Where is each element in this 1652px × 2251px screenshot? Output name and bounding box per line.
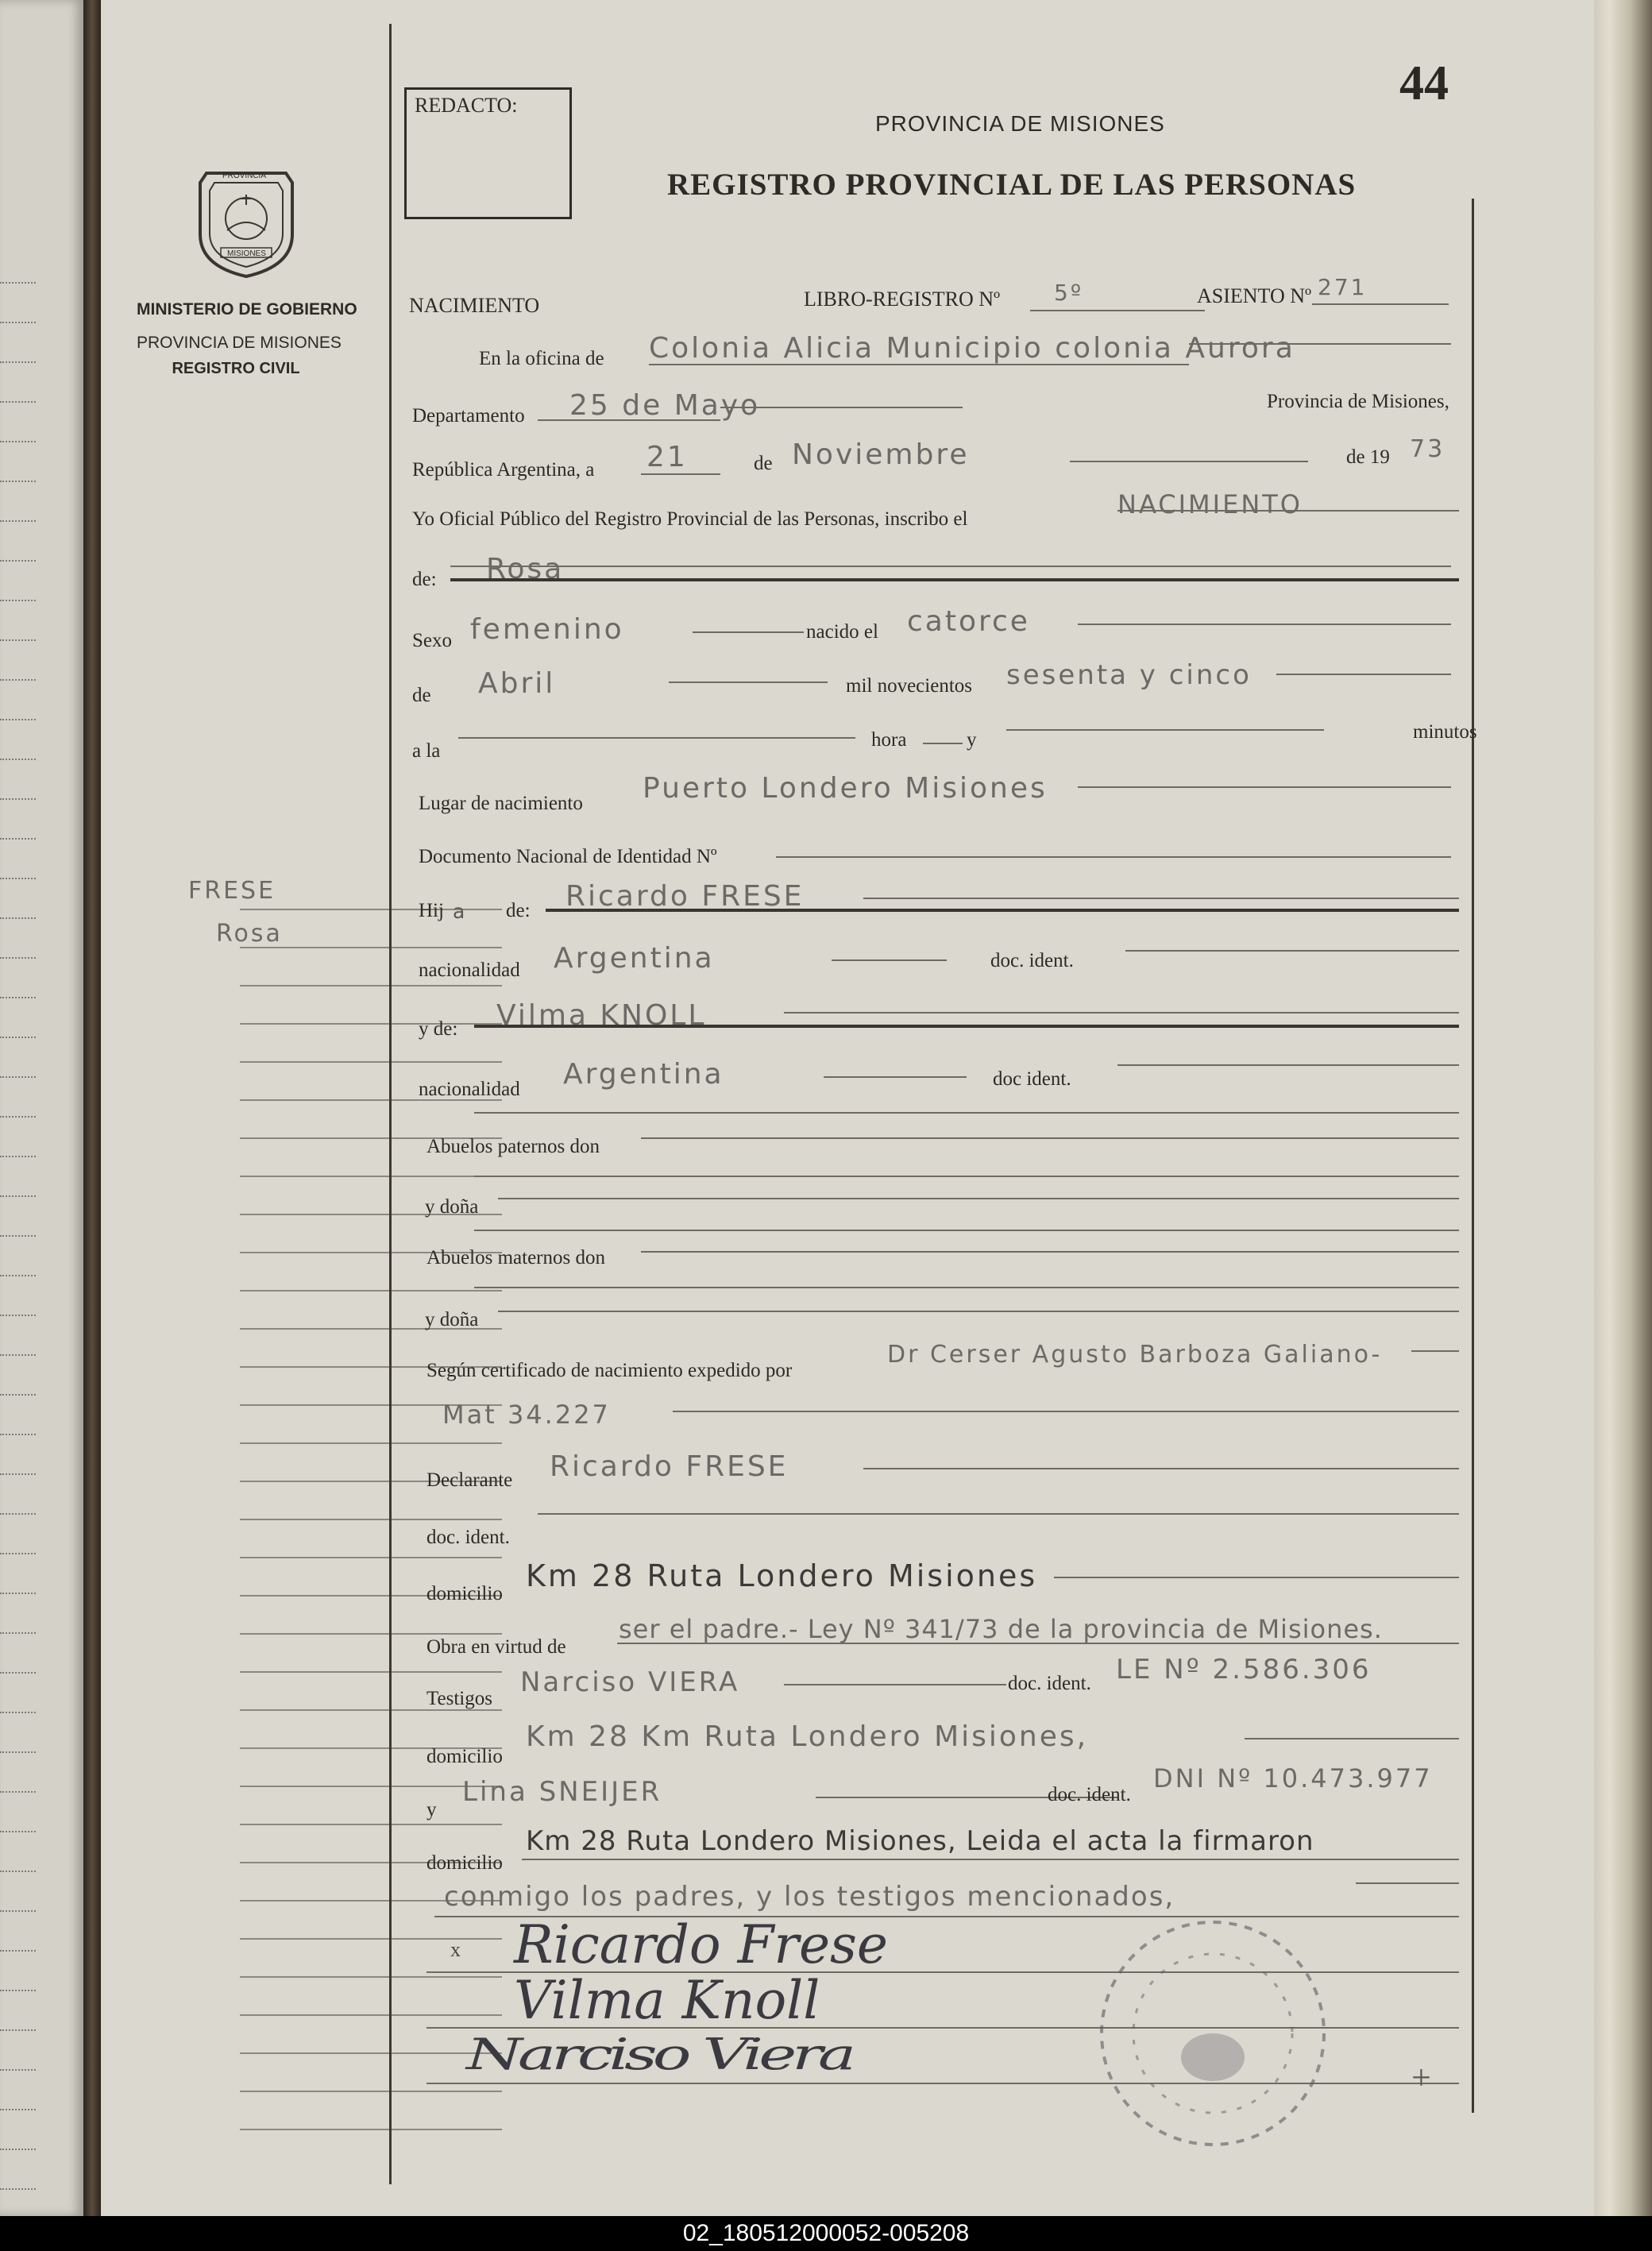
left-page-dotted-line [0,1672,36,1674]
y-dona-label: y doña [425,1196,479,1218]
left-page-dotted-line [0,838,36,840]
left-page-dotted-line [0,679,36,681]
left-page-dotted-line [0,1037,36,1038]
y2-label: y [427,1799,437,1820]
doc-ident-label: doc. ident. [990,950,1074,971]
signature-mother: Vilma Knoll [514,1970,820,2031]
margin-line [240,2014,502,2016]
fill-line [1189,343,1451,345]
left-page-dotted-line [0,481,36,482]
name-underline [450,578,1459,581]
left-page-dotted-line [0,2188,36,2190]
fill-line [498,1311,1459,1312]
margin-line [240,2052,502,2054]
margin-line [240,1023,502,1025]
left-page-dotted-line [0,1593,36,1594]
left-page-dotted-line [0,1275,36,1276]
fill-line [474,1112,1459,1114]
abuelos-pat-label: Abuelos paternos don [427,1136,600,1157]
ministry-line1: MINISTERIO DE GOBIERNO [137,300,357,319]
margin-line [240,1938,502,1940]
margin-line [240,1633,502,1635]
libro-label: LIBRO-REGISTRO Nº [804,288,1001,311]
corner-mark: + [1411,2058,1431,2097]
y-dona2-label: y doña [425,1309,479,1330]
doc-ident2-label: doc ident. [993,1068,1071,1090]
left-page-dotted-line [0,322,36,323]
anio-nac-value: sesenta y cinco [1006,659,1252,691]
margin-line [240,985,502,987]
margin-line [240,1442,502,1444]
y-label: y [967,729,977,751]
padre-underline [546,909,1459,912]
fill-line [538,1513,1459,1515]
ministry-line2: PROVINCIA DE MISIONES [137,334,342,352]
year-value: 73 [1410,435,1446,463]
fill-line [784,1012,1459,1014]
nacido-value: catorce [907,605,1030,638]
fill-line [474,1176,1459,1177]
left-page-dotted-line [0,1315,36,1316]
left-page-dotted-line [0,2149,36,2150]
margin-line [240,2091,502,2092]
left-page-dotted-line [0,1076,36,1078]
left-page-dotted-line [0,798,36,800]
left-page-dotted-line [0,639,36,641]
signature-official: Narciso Viera [466,2029,852,2079]
left-page-dotted-line [0,1910,36,1912]
de-name-label: de: [412,569,437,590]
domicilio2-value: Km 28 Km Ruta Londero Misiones, [526,1720,1089,1753]
year-label: de 19 [1346,446,1390,468]
nac-padre-value: Argentina [554,942,715,975]
fill-line [450,566,1451,567]
closing-value: conmigo los padres, y los testigos mencionados, [444,1881,1175,1913]
sexo-value: femenino [470,613,624,646]
nacionalidad2-label: nacionalidad [419,1079,520,1100]
fill-line [1356,1882,1459,1884]
left-page-dotted-line [0,1871,36,1872]
margin-line [240,1976,502,1978]
left-page-dotted-line [0,1156,36,1157]
left-page-dotted-line [0,1950,36,1952]
lugar-label: Lugar de nacimiento [419,793,583,814]
provincia-label: Provincia de Misiones, [1267,391,1449,412]
ministry-line3: REGISTRO CIVIL [172,360,300,377]
fill-line [522,1859,1459,1860]
margin-name: Rosa [216,920,283,948]
fill-line [1276,674,1451,675]
fill-line [1117,1064,1459,1066]
sexo-label: Sexo [412,630,452,651]
record-type-label: NACIMIENTO [409,294,540,317]
hija-label: Hij [419,900,444,921]
obra-value: ser el padre.- Ley Nº 341/73 de la provincia de Misiones. [619,1614,1383,1644]
domicilio2-label: domicilio [427,1746,503,1767]
madre-value: Vilma KNOLL [496,999,707,1032]
left-page-dotted-line [0,2029,36,2031]
name-value: Rosa [486,553,565,585]
margin-line [240,1519,502,1520]
madre-underline [474,1025,1459,1028]
signature-father: Ricardo Frese [514,1914,888,1975]
margin-line [240,1290,502,1292]
testigos-label: Testigos [427,1688,492,1709]
declarante-label: Declarante [427,1469,513,1491]
domicilio3-label: domicilio [427,1852,503,1874]
doc-ident5-label: doc. ident. [1048,1784,1131,1805]
fill-line [458,737,855,739]
left-page-dotted-line [0,401,36,403]
left-page-dotted-line [0,957,36,959]
hija-suffix: a [453,900,465,923]
fill-line [832,959,947,961]
fill-line [1411,1350,1459,1352]
page-stack-edge [1588,0,1652,2216]
fill-line [538,419,720,421]
fill-line [673,1411,1459,1412]
fill-line [641,473,720,475]
left-page-dotted-line [0,1434,36,1435]
certificado-value: Dr Cerser Agusto Barboza Galiano- [887,1341,1383,1369]
official-stamp [1086,1906,1340,2160]
registry-header: REGISTRO PROVINCIAL DE LAS PERSONAS [667,168,1357,202]
left-page-dotted-line [0,1712,36,1713]
y-de-label: y de: [419,1018,458,1040]
left-page-dotted-line [0,997,36,998]
testigo2-value: Lina SNEIJER [462,1776,662,1808]
departamento-label: Departamento [412,405,525,427]
left-page-dotted-line [0,878,36,879]
left-page-dotted-line [0,560,36,562]
a-la-label: a la [412,740,441,762]
fill-line [923,743,963,744]
left-page-dotted-line [0,2109,36,2110]
minutos-label: minutos [1413,721,1477,743]
declarante-value: Ricardo FRESE [550,1450,789,1483]
fill-line [1070,461,1308,462]
dia-value: 21 [647,441,688,473]
fill-line [784,1684,1006,1685]
fill-line [474,1230,1459,1231]
fill-line [824,1076,967,1078]
margin-line [240,1671,502,1673]
left-page-dotted-line [0,441,36,442]
fill-line [863,1468,1459,1469]
oficial-label: Yo Oficial Público del Registro Provincial de las Personas, inscribo el [412,508,968,530]
domicilio-label: domicilio [427,1583,503,1604]
certificado-label: Según certificado de nacimiento expedido por [427,1360,793,1381]
seal-top-text: PROVINCIA [222,172,267,180]
testigo1-value: Narciso VIERA [520,1666,740,1698]
left-page-dotted-line [0,1553,36,1554]
fill-line [1078,786,1451,788]
left-page-dotted-line [0,282,36,284]
hora-label: hora [871,729,907,751]
footer-id: 02_180512000052-005208 [0,2216,1652,2251]
nac-madre-value: Argentina [563,1058,724,1091]
mes-value: Noviembre [792,438,970,471]
register-page [101,0,1594,2216]
fill-line [1125,950,1459,952]
inscribo-value: NACIMIENTO [1117,489,1303,519]
de-label: de [754,453,773,474]
asiento-label: ASIENTO Nº [1197,284,1312,307]
left-page-edge [0,0,83,2216]
fill-line [1078,624,1451,625]
nacionalidad-label: nacionalidad [419,959,520,981]
de2-label: de [412,685,431,706]
province-header: PROVINCIA DE MISIONES [875,111,1165,136]
signature-mark: x [450,1938,461,1961]
left-page-dotted-line [0,361,36,363]
nacido-label: nacido el [806,621,878,643]
lugar-value: Puerto Londero Misiones [643,772,1048,805]
de-padre-label: de: [506,900,531,921]
fill-line [669,681,828,683]
fill-line [649,364,1189,365]
left-page-dotted-line [0,1513,36,1515]
left-page-dotted-line [0,719,36,720]
domicilio3-value: Km 28 Ruta Londero Misiones, Leida el acta la firmaron [526,1825,1314,1857]
redacto-label: REDACTO: [415,94,518,117]
fill-line [1312,303,1449,305]
left-page-dotted-line [0,1473,36,1475]
page-number: 44 [1399,56,1449,110]
asiento-value: 271 [1318,274,1368,300]
left-page-dotted-line [0,917,36,919]
left-page-dotted-line [0,1632,36,1634]
republica-label: República Argentina, a [412,459,595,481]
abuelos-mat-label: Abuelos maternos don [427,1247,605,1268]
fill-line [693,631,804,633]
fill-line [474,1287,1459,1288]
testigo2-doc: DNI Nº 10.473.977 [1153,1763,1433,1793]
left-page-dotted-line [0,1394,36,1396]
left-page-dotted-line [0,2069,36,2071]
domicilio-value: Km 28 Ruta Londero Misiones [526,1558,1038,1593]
left-page-dotted-line [0,520,36,522]
left-page-dotted-line [0,600,36,601]
left-vertical-rule [389,24,392,2184]
seal-bottom-text: MISIONES [227,249,266,258]
fill-line [617,1643,1459,1644]
fill-line [641,1251,1459,1253]
fill-line [776,856,1451,858]
fill-line [498,1198,1459,1199]
book-binding [83,0,101,2216]
margin-line [240,1557,502,1558]
mes-nac-value: Abril [478,667,556,700]
mil-label: mil novecientos [846,675,972,697]
doc-ident4-label: doc. ident. [1008,1673,1091,1694]
left-page-dotted-line [0,1751,36,1753]
left-page-dotted-line [0,1831,36,1832]
left-page-dotted-line [0,1354,36,1356]
departamento-value: 25 de Mayo [569,389,761,422]
right-vertical-rule [1472,199,1474,2113]
padre-value: Ricardo FRESE [565,880,805,913]
obra-label: Obra en virtud de [427,1636,566,1658]
margin-line [240,2129,502,2130]
left-page-dotted-line [0,759,36,760]
libro-value: 5º [1054,280,1084,306]
fill-line [1006,729,1324,731]
fill-line [1117,510,1459,512]
fill-line [863,898,1459,899]
fill-line [1030,310,1205,311]
margin-line [240,1061,502,1063]
certificado-value2: Mat 34.227 [442,1400,611,1430]
fill-line [1245,1738,1459,1739]
testigo1-doc: LE Nº 2.586.306 [1116,1654,1372,1685]
oficina-value: Colonia Alicia Municipio colonia Aurora [649,332,1295,365]
fill-line [1054,1577,1459,1578]
left-page-dotted-line [0,1990,36,1991]
margin-line [240,1176,502,1177]
doc-ident3-label: doc. ident. [427,1527,510,1548]
left-page-dotted-line [0,1116,36,1118]
margin-surname: FRESE [188,877,276,905]
left-page-dotted-line [0,1791,36,1793]
left-page-dotted-line [0,1195,36,1197]
documento-label: Documento Nacional de Identidad Nº [419,846,717,867]
fill-line [641,1137,1459,1139]
fill-line [720,407,963,408]
oficina-label: En la oficina de [479,348,604,369]
left-page-dotted-line [0,1235,36,1237]
margin-line [240,1824,502,1825]
